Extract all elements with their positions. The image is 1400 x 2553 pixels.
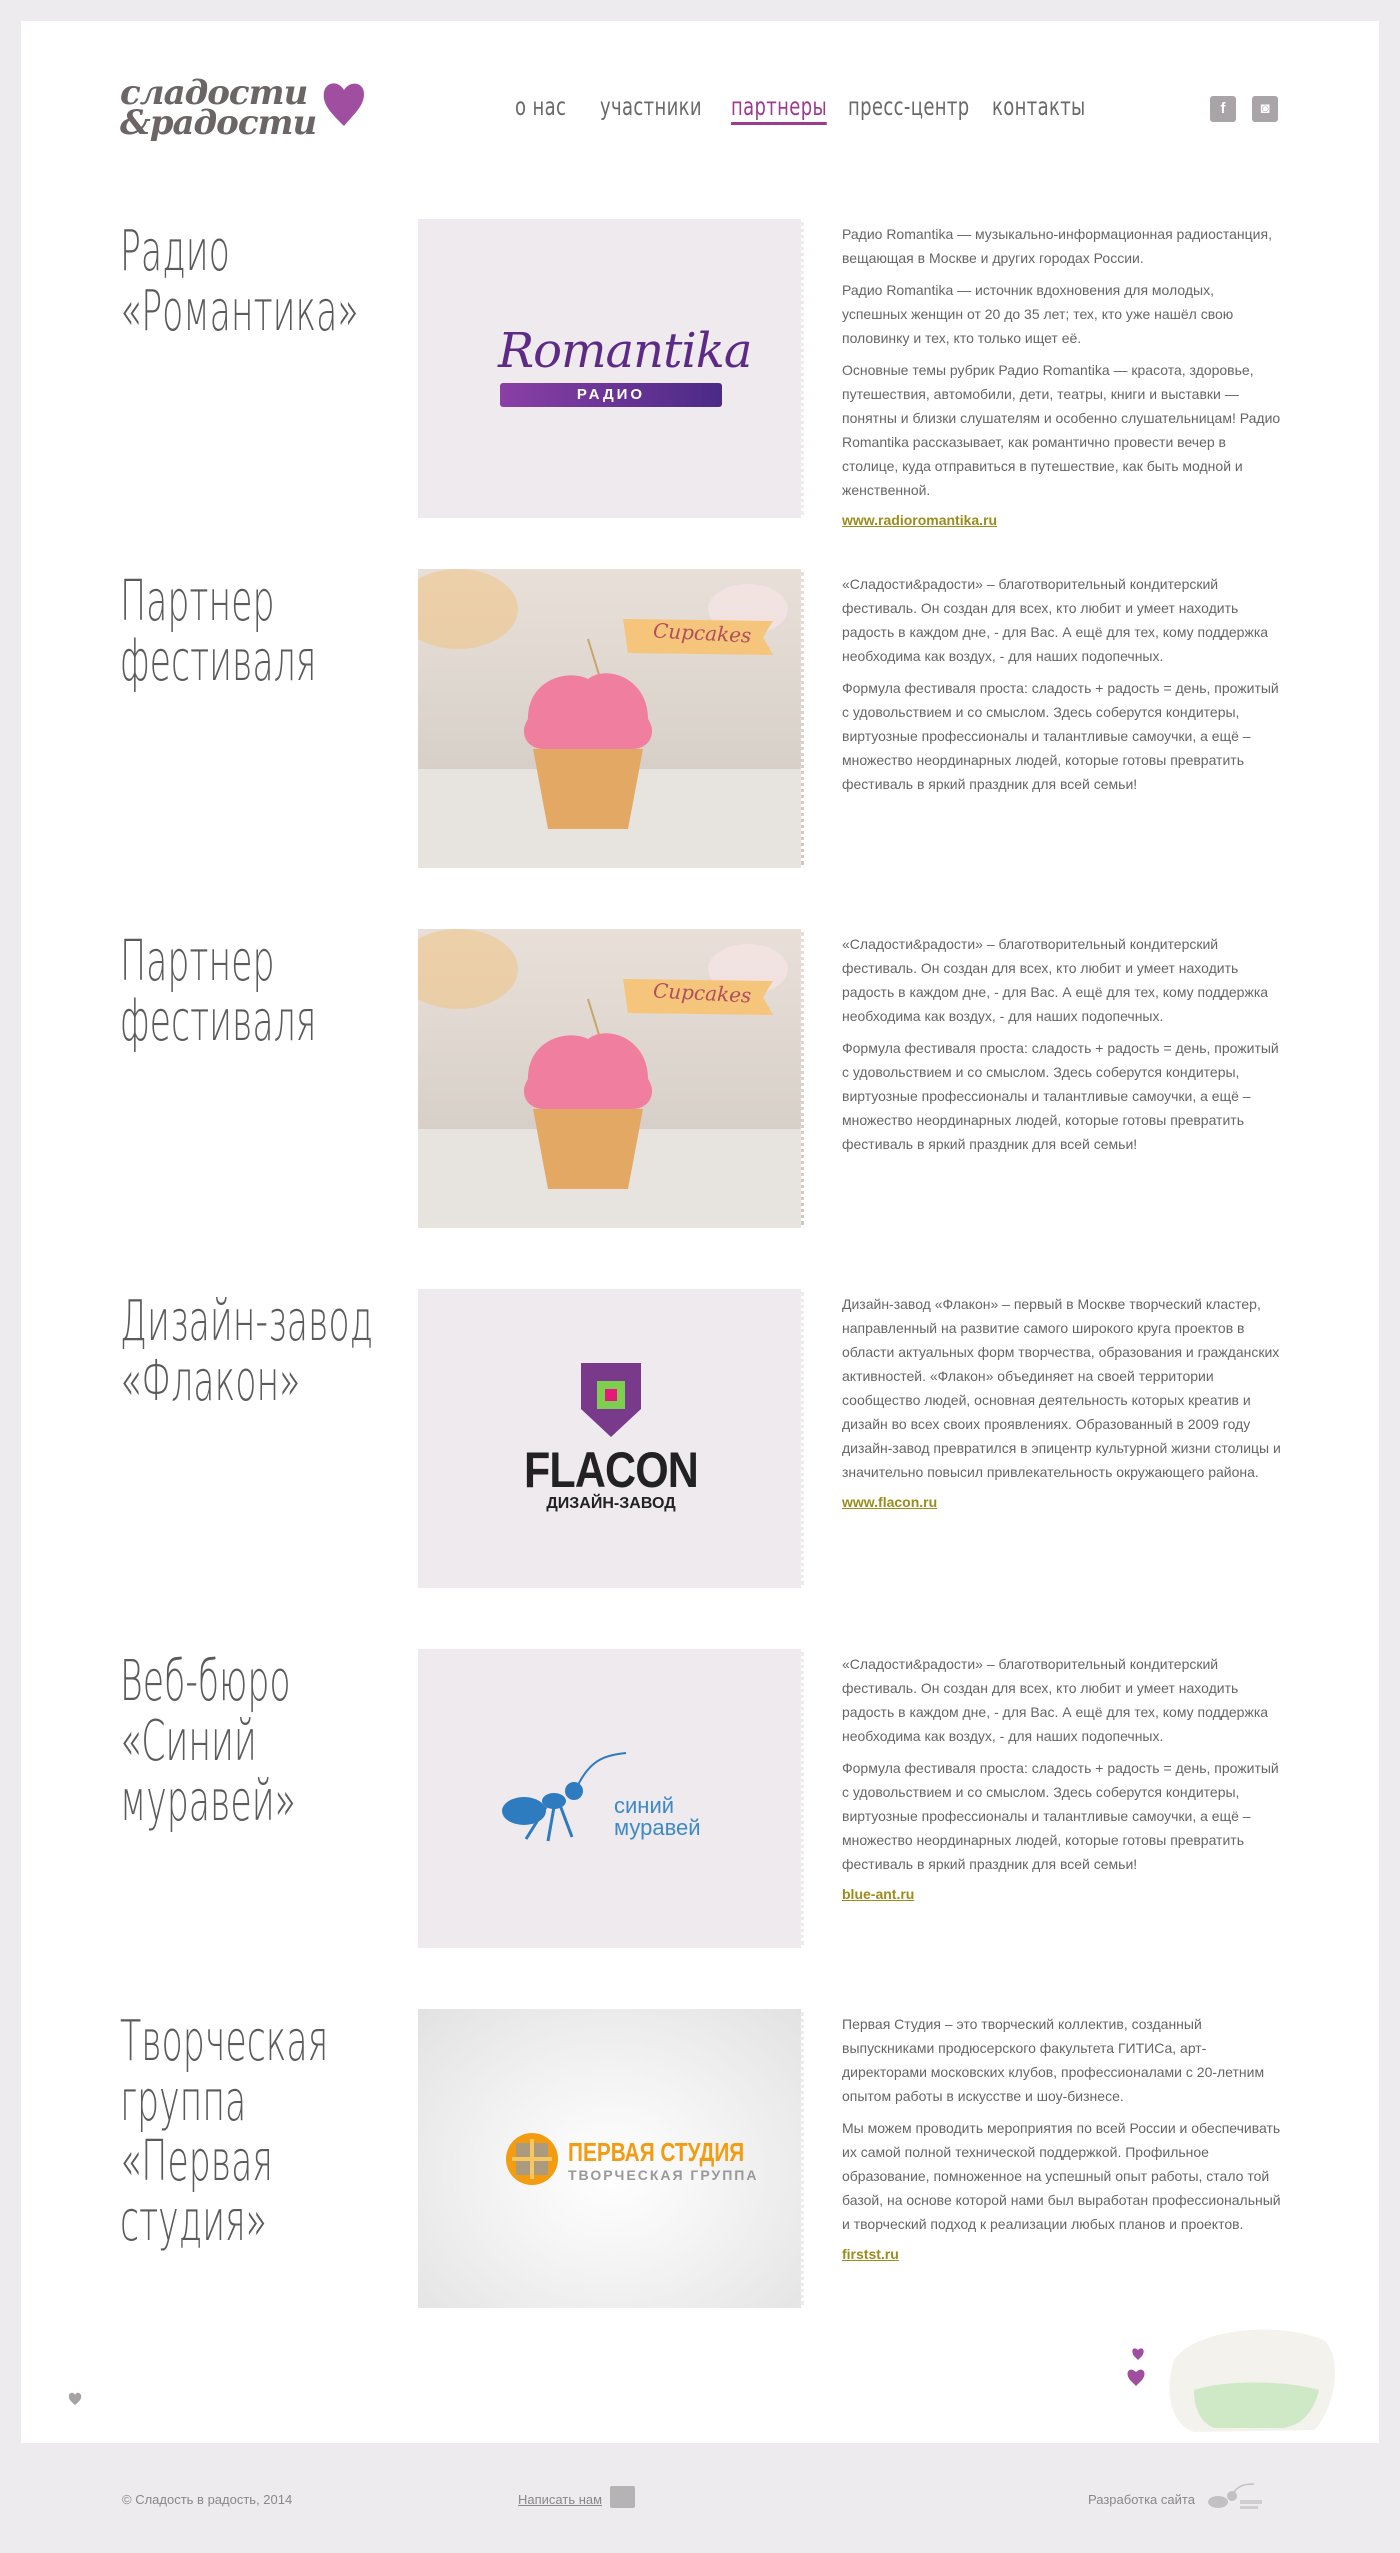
flacon-logo-word: FLACON [524,1442,698,1498]
partner-title: Творческая группа «Первая студия» [120,2009,329,2254]
partner-title: Веб-бюро «Синий муравей» [120,1649,296,1834]
cupcake-image [418,569,804,868]
sweet-decoration [1124,2320,1344,2440]
partner-link[interactable]: www.radioromantika.ru [842,512,998,528]
partner-title: Радио «Романтика» [120,219,359,344]
instagram-icon[interactable] [1252,96,1278,122]
studio-logo-sub: ТВОРЧЕСКАЯ ГРУППА [568,2167,759,2183]
instagram-glyph: ◙ [1260,100,1270,117]
partner-logo-first-studio [418,2009,804,2308]
partner-title: Партнер фестиваля [120,569,317,694]
logo-line-2: &радости [120,103,317,143]
partner-title: Партнер фестиваля [120,929,317,1054]
paragraph: Формула фестиваля проста: сладость + радость = день, прожитый с удовольствием и со смыслом. Здесь соберутся кондитеры, виртуозные профессионалы и талантливые самоучки, а ещё – множество неординарных людей, которые готовы превратить фестиваль в яркий праздник для всей семьи! [842,1760,1279,1872]
footer-copyright: © Сладость в радость, 2014 [122,2492,293,2507]
main-nav [0,92,1400,132]
nav-item-contacts[interactable]: контакты [992,92,1086,121]
partner-link[interactable]: www.flacon.ru [842,1494,938,1510]
partner-title: Дизайн-завод «Флакон» [120,1289,374,1414]
romantika-logo-bar: РАДИО [500,383,722,407]
mail-icon[interactable] [610,2486,635,2508]
nav-item-about[interactable]: о нас [515,92,567,121]
paragraph: «Сладости&радости» – благотворительный кондитерский фестиваль. Он создан для всех, кто любит и умеет находить радость в каждом дне, - для Вас. А ещё для тех, кому поддержка необходима как воздух, - для наших подопечных. [842,1656,1269,1744]
blue-ant-logo-word: синий муравей [614,1793,701,1840]
cupcake-illustration [418,569,804,868]
developer-ant-icon[interactable] [1204,2482,1264,2516]
paragraph: Мы можем проводить мероприятия по всей России и обеспечивать их самой полной технической поддержкой. Профильное образование, помноженное на успешный опыт работы, стало той базой, на основе которой нами был выработан профессиональный и творческий подход к реализации любых планов и проектов. [842,2120,1281,2232]
facebook-glyph: f [1220,100,1226,117]
paragraph: «Сладости&радости» – благотворительный кондитерский фестиваль. Он создан для всех, кто любит и умеет находить радость в каждом дне, - для Вас. А ещё для тех, кому поддержка необходима как воздух, - для наших подопечных. [842,936,1269,1024]
logo-line-1: сладости [120,73,308,113]
partner-description [842,572,1282,804]
paragraph: Формула фестиваля проста: сладость + радость = день, прожитый с удовольствием и со смыслом. Здесь соберутся кондитеры, виртуозные профессионалы и талантливые самоучки, а ещё – множество неординарных людей, которые готовы превратить фестиваль в яркий праздник для всей семьи! [842,1040,1279,1152]
partner-description [842,222,1282,530]
paragraph: Радио Romantika — музыкально-информационная радиостанция, вещающая в Москве и других городах России. [842,226,1272,266]
nav-item-partners[interactable]: партнеры [731,92,827,125]
partner-description [842,1292,1282,1512]
paragraph: Первая Студия – это творческий коллектив, созданный выпускниками продюсерского факультета ГИТИСа, арт-директорами московских клубов, профессионалами с 20-летним опытом работы в искусстве и шоу-бизнесе. [842,2016,1265,2104]
romantika-logo-word: Romantika [498,323,752,379]
nav-item-participants[interactable]: участники [600,92,702,121]
paragraph: «Сладости&радости» – благотворительный кондитерский фестиваль. Он создан для всех, кто любит и умеет находить радость в каждом дне, - для Вас. А ещё для тех, кому поддержка необходима как воздух, - для наших подопечных. [842,576,1269,664]
facebook-icon[interactable] [1210,96,1236,122]
partner-description [842,1652,1282,1904]
paragraph: Дизайн-завод «Флакон» – первый в Москве творческий кластер, направленный на развитие самого широкого круга проектов в области актуальных форм творчества, образования и гражданских активностей. «Флакон» объединяет на своей территории сообщество людей, основная деятельность которых креатив и дизайн во всех своих проявлениях. Образованный в 2009 году дизайн-завод превратился в эпицентр культурной жизни столицы и значительно повысил привлекательность окружающего района. [842,1296,1281,1480]
flacon-logo-sub: ДИЗАЙН-ЗАВОД [546,1495,676,1512]
paragraph: Формула фестиваля проста: сладость + радость = день, прожитый с удовольствием и со смыслом. Здесь соберутся кондитеры, виртуозные профессионалы и талантливые самоучки, а ещё – множество неординарных людей, которые готовы превратить фестиваль в яркий праздник для всей семьи! [842,680,1279,792]
partner-logo-flacon [418,1289,804,1588]
partner-logo-romantika [418,219,804,518]
partner-link[interactable]: blue-ant.ru [842,1886,915,1902]
cupcake-image [418,929,804,1228]
paragraph: Радио Romantika — источник вдохновения для молодых, успешных женщин от 20 до 35 лет; тех, кто уже нашёл свою половинку и тех, кто только ищет её. [842,282,1234,346]
nav-item-press[interactable]: пресс-центр [848,92,970,121]
studio-logo-word: ПЕРВАЯ СТУДИЯ [568,2137,745,2167]
partner-description [842,932,1282,1164]
cupcake-flag-text: Cupcakes [652,618,752,648]
flacon-shield-icon [581,1363,641,1437]
paragraph: Основные темы рубрик Радио Romantika — красота, здоровье, путешествия, автомобили, дети, театры, книги и выставки — понятны и близки слушателям и особенно слушательницам! Радио Romantika рассказывает, как романтично провести вечер в столице, куда отправиться в путешествие, как быть модной и женственной. [842,362,1281,498]
partner-logo-blue-ant [418,1649,804,1948]
studio-emblem-icon [504,2131,560,2187]
write-us-link[interactable]: Написать нам [518,2492,603,2507]
cupcake-flag-text: Cupcakes [652,978,752,1008]
partner-description [842,2012,1282,2264]
footer-developer: Разработка сайта [1088,2492,1195,2507]
cupcake-illustration [418,929,804,1228]
partner-link[interactable]: firstst.ru [842,2246,899,2262]
small-heart-icon [68,2392,82,2406]
